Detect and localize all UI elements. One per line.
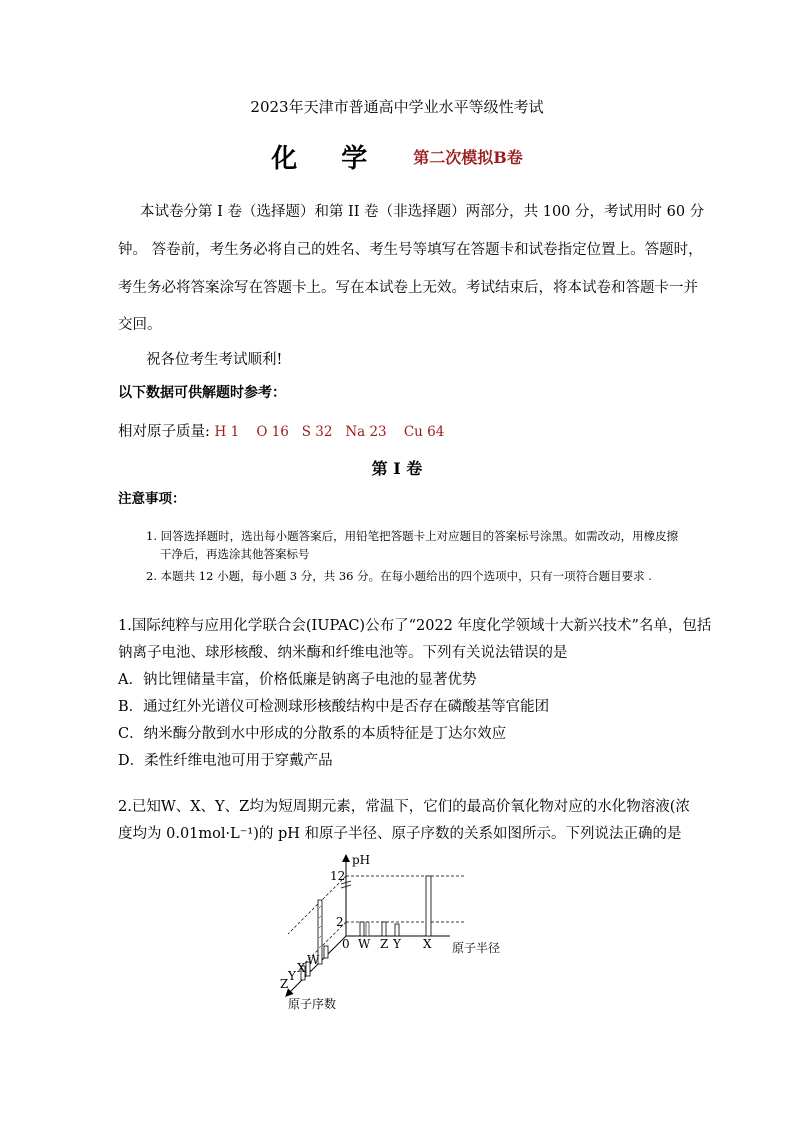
version-label: 第二次模拟B卷: [413, 148, 523, 167]
y-tick-12: 12: [330, 869, 346, 883]
x-label-w: W: [358, 937, 371, 951]
intro-line-2: 钟。 答卷前，考生务必将自己的姓名、考生号等填写在答题卡和试卷指定位置上。答题时，: [118, 242, 703, 258]
part1-title: 第 I 卷: [371, 459, 423, 478]
x-label-x: X: [423, 937, 432, 951]
subject-title: 化学: [271, 144, 412, 174]
notice-list: [146, 527, 682, 585]
bar-z-radius: [382, 922, 386, 936]
z-axis-label: 原子序数: [288, 997, 337, 1011]
q1-stem-line-1: 1.国际纯粹与应用化学联合会(IUPAC)公布了“2022 年度化学领域十大新兴技术”名单，包括: [118, 618, 712, 634]
exam-title: 2023年天津市普通高中学业水平等级性考试: [250, 98, 544, 116]
q1-option-b: B．通过红外光谱仪可检测球形核酸结构中是否存在磷酸基等官能团: [118, 699, 550, 715]
z-label-w: W: [307, 953, 320, 967]
bar-w-atomic: [324, 946, 328, 958]
q1-option-a: A．钠比锂储量丰富，价格低廉是钠离子电池的显著优势: [118, 672, 477, 688]
intro-line-1: 本试卷分第 I 卷（选择题）和第 II 卷（非选择题）两部分，共 100 分，考试用时 60 分: [140, 204, 705, 220]
y-tick-2: 2: [336, 915, 344, 929]
x-label-y: Y: [393, 937, 401, 951]
q2-stem-line-1: 2.已知W、X、Y、Z均为短周期元素，常温下，它们的最高价氧化物对应的水化物溶液(浓: [118, 799, 690, 815]
bar-w-radius: [360, 922, 364, 936]
bar-x-radius: [426, 876, 431, 936]
notice-heading: 注意事项：: [118, 491, 186, 507]
z-label-x: X: [297, 961, 306, 975]
q1-stem-line-2: 钠离子电池、球形核酸、纳米酶和纤维电池等。下列有关说法错误的是: [118, 645, 568, 661]
x-axis-label: 原子半径: [452, 941, 501, 955]
reference-label: 相对原子质量:: [118, 424, 210, 440]
subject-row: [0, 138, 794, 175]
atomic-masses: H 1 O 16 S 32 Na 23 Cu 64: [214, 424, 445, 440]
z-label-y: Y: [288, 969, 296, 983]
bar-y-radius: [395, 924, 399, 936]
x-label-z: Z: [380, 937, 389, 951]
q1-option-d: D．柔性纤维电池可用于穿戴产品: [118, 753, 333, 769]
y-axis-label: pH: [352, 853, 371, 867]
intro-line-3: 考生务必将答案涂写在答题卡上。写在本试卷上无效。考试结束后，将本试卷和答题卡一并: [118, 280, 698, 296]
reference-heading: 以下数据可供解题时参考：: [118, 385, 286, 401]
wish-text: 祝各位考生考试顺利!: [146, 352, 283, 368]
y-tick-0: 0: [342, 937, 350, 951]
q2-stem-line-2: 度均为 0.01mol·L⁻¹)的 pH 和原子半径、原子序数的关系如图所示。下列说法正确的是: [118, 826, 682, 842]
notice-item-1: 1. 回答选择题时，选出每小题答案后，用铅笔把答题卡上对应题目的答案标号涂黑。如需改动，用橡皮擦干净后，再选涂其他答案标号: [146, 529, 679, 561]
z-label-z: Z: [280, 977, 289, 991]
reference-line: [118, 420, 444, 441]
q1-option-c: C．纳米酶分散到水中形成的分散系的本质特征是丁达尔效应: [118, 726, 507, 742]
ph-chart: [270, 848, 530, 1012]
notice-item-2: 2. 本题共 12 小题，每小题 3 分，共 36 分。在每小题给出的四个选项中，只有一项符合题目要求 .: [146, 569, 652, 583]
intro-line-4: 交回。: [118, 317, 162, 333]
